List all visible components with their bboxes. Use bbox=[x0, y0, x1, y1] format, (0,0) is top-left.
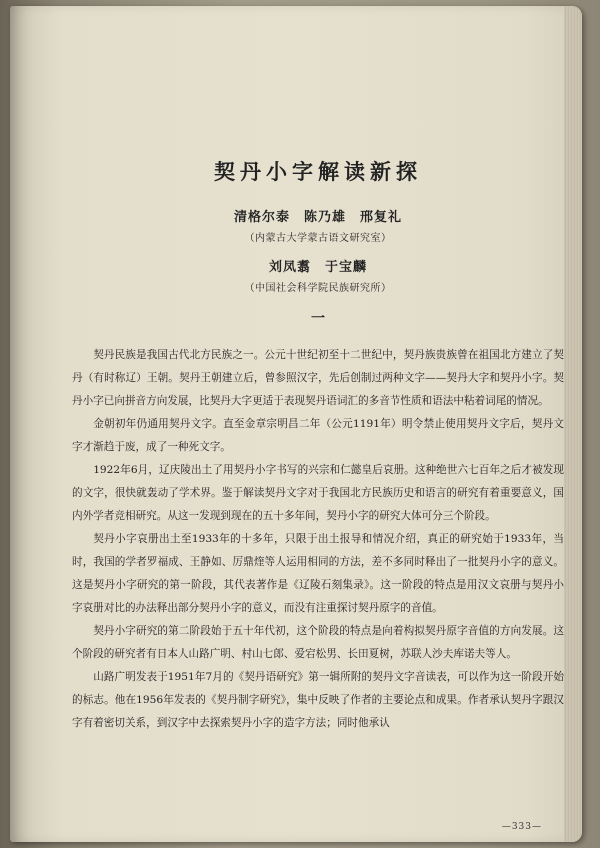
affiliation-1: （内蒙古大学蒙古语文研究室） bbox=[244, 233, 392, 244]
page-edges bbox=[564, 6, 582, 842]
paragraph-1: 契丹民族是我国古代北方民族之一。公元十世纪初至十二世纪中，契丹族贵族曾在祖国北方建立了契丹（有时称辽）王朝。契丹王朝建立后，曾参照汉字，先后创制过两种文字——契丹大字和契丹小字。契丹小字已向拼音方向发展，比契丹大字更适于表现契丹语词汇的多音节性质和语法中粘着词尾的情况。 bbox=[72, 349, 564, 407]
paragraph-3: 1922年6月，辽庆陵出土了用契丹小字书写的兴宗和仁懿皇后哀册。这种绝世六七百年之后才被发现的文字，很快就轰动了学术界。鉴于解读契丹文字对于我国北方民族历史和语言的研究有着重要意义，国内外学者竞相研究。从这一发现到现在的五十多年间，契丹小字的研究大体可分三个阶段。 bbox=[72, 464, 564, 522]
page-number: —333— bbox=[501, 822, 542, 832]
section-heading: 一 bbox=[311, 311, 325, 327]
paragraph-2: 金朝初年仍通用契丹文字。直至金章宗明昌二年（公元1191年）明令禁止使用契丹文字后，契丹文字才渐趋于废，成了一种死文字。 bbox=[72, 418, 564, 453]
article-content bbox=[72, 156, 564, 735]
authors-line-1: 清格尔泰 陈乃雄 邢复礼 bbox=[233, 210, 402, 225]
paragraph-6: 山路广明发表于1951年7月的《契丹语研究》第一辑所附的契丹文字音读表，可以作为这一阶段开始的标志。他在1956年发表的《契丹制字研究》，集中反映了作者的主要论点和成果。作者承认契丹字跟汉字有着密切关系，到汉字中去探索契丹小字的造字方法；同时他承认 bbox=[72, 671, 564, 729]
paragraph-4: 契丹小字哀册出土至1933年的十多年，只限于出土报导和情况介绍，真正的研究始于1933年，当时，我国的学者罗福成、王静如、厉鼎煃等人运用相同的方法，差不多同时释出了一批契丹小字的意义。这是契丹小字研究的第一阶段，其代表著作是《辽陵石刻集录》。这一阶段的特点是用汉文哀册与契丹小字哀册对比的办法释出部分契丹小字的意义，而没有注重探讨契丹原字的音值。 bbox=[72, 533, 564, 614]
book-page bbox=[10, 6, 582, 842]
article-title: 契丹小字解读新探 bbox=[214, 160, 422, 184]
authors-line-2: 刘凤翥 于宝麟 bbox=[268, 260, 367, 275]
body-text bbox=[72, 344, 564, 735]
paragraph-5: 契丹小字研究的第二阶段始于五十年代初，这个阶段的特点是向着构拟契丹原字音值的方向发展。这个阶段的研究者有日本人山路广明、村山七郎、爱宕松男、长田夏树，苏联人沙夫库诺夫等人。 bbox=[72, 625, 564, 660]
affiliation-2: （中国社会科学院民族研究所） bbox=[244, 283, 392, 294]
